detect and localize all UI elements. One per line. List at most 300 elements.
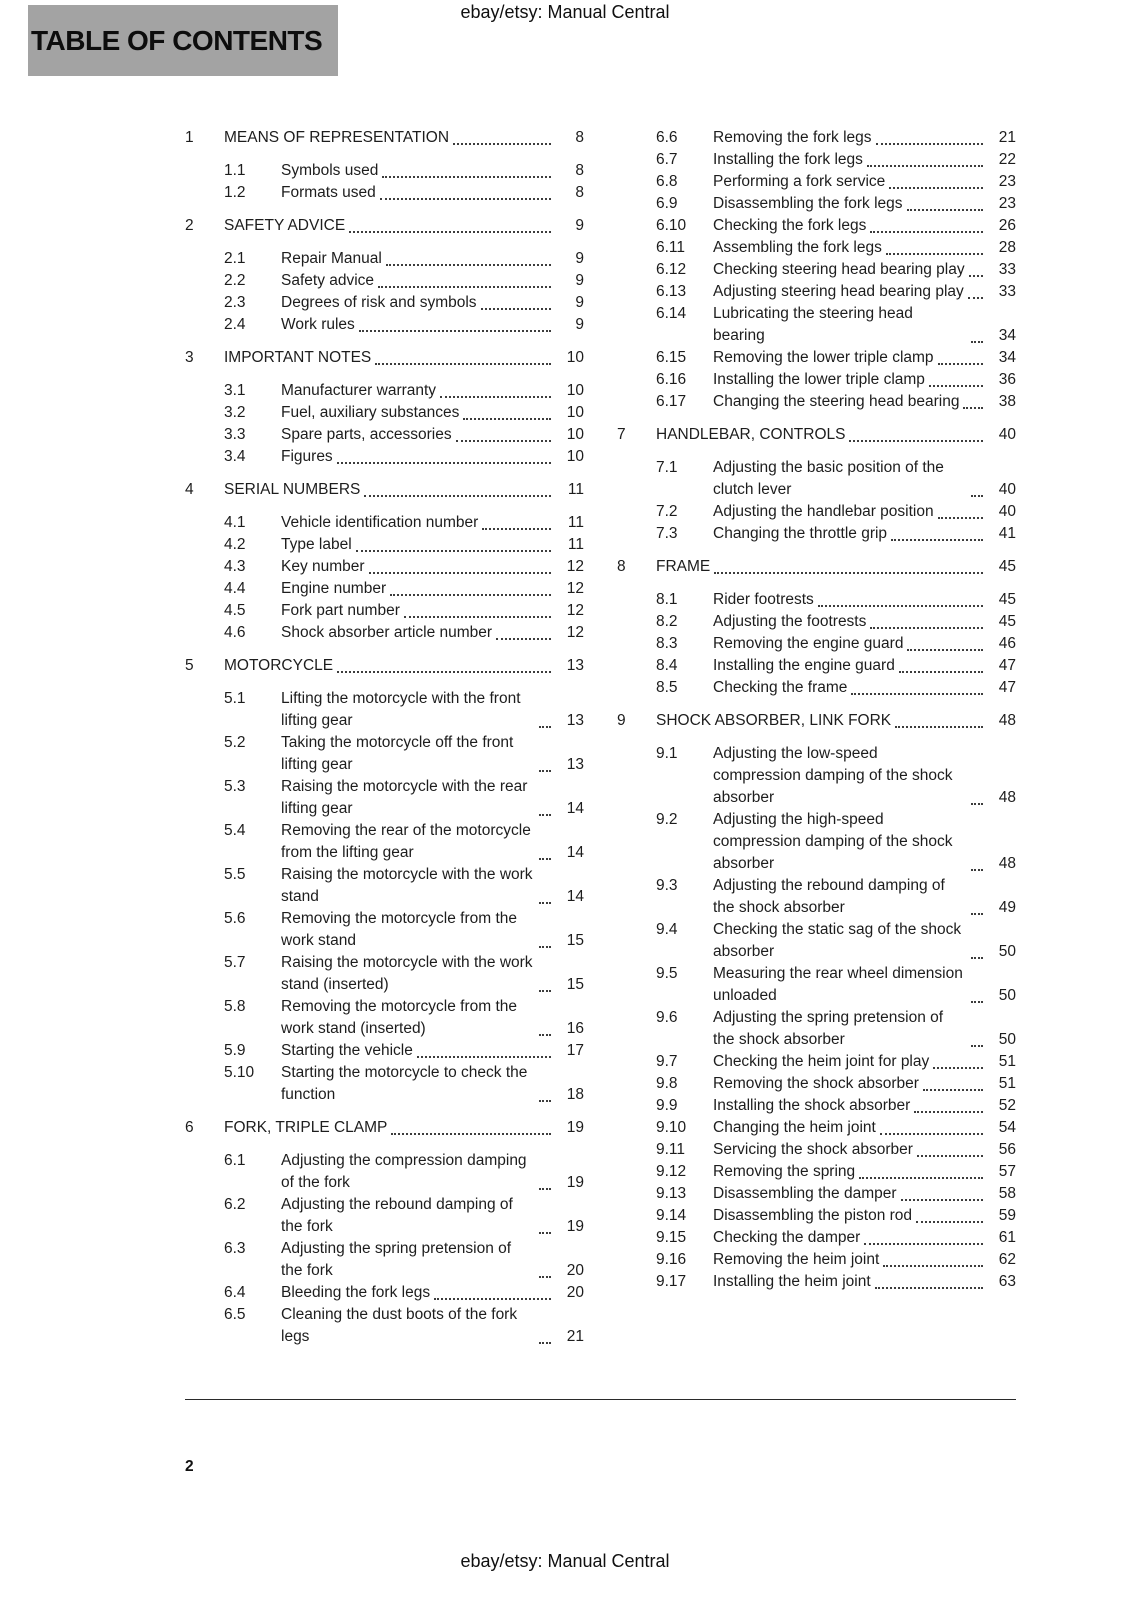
toc-entry-number: 1.1 (224, 162, 246, 179)
toc-dot-leader (870, 231, 983, 233)
toc-dot-leader (891, 539, 983, 541)
toc-entry (617, 1271, 1016, 1293)
toc-entry (617, 963, 1016, 1007)
toc-dot-leader (859, 1177, 983, 1179)
toc-entry-title: Fuel, auxiliary substances (281, 404, 460, 421)
toc-entry-title: Removing the fork legs (713, 129, 872, 146)
toc-dot-leader (539, 1100, 551, 1102)
toc-entry (185, 864, 584, 908)
toc-entry-title: HANDLEBAR, CONTROLS (656, 426, 846, 443)
toc-entry-page: 61 (998, 1229, 1016, 1246)
toc-dot-leader (849, 440, 983, 442)
toc-entry-number: 2.3 (224, 294, 246, 311)
toc-dot-leader (870, 627, 983, 629)
toc-entry-page: 20 (566, 1262, 584, 1279)
toc-entry-number: 5.1 (224, 690, 246, 707)
toc-entry-number: 3 (185, 349, 194, 366)
toc-entry-page: 10 (566, 448, 584, 465)
toc-entry-page: 50 (998, 943, 1016, 960)
toc-entry-title: Bleeding the fork legs (281, 1284, 431, 1301)
toc-dot-leader (539, 902, 551, 904)
toc-entry-title: Assembling the fork legs (713, 239, 882, 256)
toc-entry (185, 347, 584, 369)
toc-entry-page: 48 (998, 789, 1016, 806)
toc-entry (185, 380, 584, 402)
toc-entry (617, 259, 1016, 281)
toc-entry (185, 270, 584, 292)
toc-entry (617, 1139, 1016, 1161)
toc-entry-number: 5.9 (224, 1042, 246, 1059)
toc-entry-page: 9 (575, 316, 584, 333)
toc-entry-number: 9.11 (656, 1141, 686, 1158)
toc-entry-page: 13 (566, 712, 584, 729)
toc-entry-page: 9 (575, 250, 584, 267)
toc-entry-number: 2.1 (224, 250, 246, 267)
toc-entry-number: 6.11 (656, 239, 686, 256)
toc-entry-number: 9.17 (656, 1273, 687, 1290)
toc-entry-title: Removing the lower triple clamp (713, 349, 934, 366)
toc-dot-leader (539, 1188, 551, 1190)
toc-dot-leader (463, 418, 551, 420)
toc-entry (617, 1205, 1016, 1227)
toc-entry-number: 6.5 (224, 1306, 246, 1323)
toc-entry-page: 40 (998, 481, 1016, 498)
toc-entry (185, 402, 584, 424)
toc-dot-leader (938, 517, 983, 519)
toc-dot-leader (369, 572, 551, 574)
toc-entry (185, 1238, 584, 1282)
toc-dot-leader (851, 693, 983, 695)
toc-entry-number: 9.12 (656, 1163, 687, 1180)
toc-entry-page: 58 (998, 1185, 1016, 1202)
toc-entry-number: 3.1 (224, 382, 246, 399)
toc-entry (617, 237, 1016, 259)
toc-entry-page: 23 (998, 173, 1016, 190)
toc-dot-leader (349, 231, 551, 233)
toc-entry-page: 20 (566, 1284, 584, 1301)
toc-entry-page: 9 (575, 294, 584, 311)
toc-dot-leader (453, 143, 551, 145)
page-title: TABLE OF CONTENTS (31, 24, 323, 56)
toc-entry (185, 578, 584, 600)
toc-entry-title: Installing the fork legs (713, 151, 863, 168)
toc-entry-number: 9.9 (656, 1097, 678, 1114)
toc-entry-title: Installing the shock absorber (713, 1097, 911, 1114)
toc-entry-page: 22 (998, 151, 1016, 168)
toc-entry-title: SHOCK ABSORBER, LINK FORK (656, 712, 892, 729)
toc-entry (617, 1161, 1016, 1183)
toc-dot-leader (907, 649, 983, 651)
toc-entry-page: 8 (575, 162, 584, 179)
toc-entry-title: Removing the heim joint (713, 1251, 880, 1268)
toc-entry-number: 8.3 (656, 635, 678, 652)
toc-entry (185, 215, 584, 237)
bottom-watermark: ebay/etsy: Manual Central (460, 1551, 670, 1571)
toc-dot-leader (337, 462, 551, 464)
toc-entry-title: Engine number (281, 580, 387, 597)
toc-entry-page: 19 (566, 1174, 584, 1191)
toc-entry-page: 63 (998, 1273, 1016, 1290)
toc-dot-leader (364, 495, 551, 497)
toc-entry-title: IMPORTANT NOTES (224, 349, 372, 366)
toc-entry-title: Checking the fork legs (713, 217, 867, 234)
toc-entry-page: 28 (998, 239, 1016, 256)
toc-entry (617, 875, 1016, 919)
toc-entry (185, 1040, 584, 1062)
toc-entry-page: 26 (998, 217, 1016, 234)
toc-entry-number: 7.1 (656, 459, 678, 476)
toc-entry-number: 4.6 (224, 624, 246, 641)
toc-entry-title: Manufacturer warranty (281, 382, 437, 399)
toc-entry-page: 47 (998, 657, 1016, 674)
toc-entry (185, 160, 584, 182)
toc-dot-leader (539, 858, 551, 860)
toc-entry (617, 149, 1016, 171)
toc-entry-number: 8 (617, 558, 626, 575)
toc-entry-number: 5 (185, 657, 194, 674)
toc-entry-number: 9.15 (656, 1229, 687, 1246)
toc-entry-title: Checking the frame (713, 679, 848, 696)
toc-entry (617, 501, 1016, 523)
toc-dot-leader (938, 363, 983, 365)
toc-entry (617, 589, 1016, 611)
toc-entry-number: 9.5 (656, 965, 678, 982)
toc-entry (617, 457, 1016, 501)
toc-entry-page: 14 (566, 888, 584, 905)
toc-dot-leader (914, 1111, 983, 1113)
toc-entry-page: 48 (998, 855, 1016, 872)
toc-entry-page: 40 (998, 426, 1016, 443)
toc-entry-number: 6.1 (224, 1152, 246, 1169)
toc-entry-title: Removing the engine guard (713, 635, 904, 652)
toc-entry-page: 15 (566, 932, 584, 949)
toc-entry-title: Removing the motorcycle from the work stand (inserted) (281, 998, 518, 1037)
toc-dot-leader (337, 671, 551, 673)
toc-entry-number: 5.2 (224, 734, 246, 751)
toc-entry-title: Installing the heim joint (713, 1273, 871, 1290)
toc-entry-page: 56 (998, 1141, 1016, 1158)
toc-entry-number: 8.4 (656, 657, 678, 674)
toc-entry (617, 1051, 1016, 1073)
toc-dot-leader (375, 363, 551, 365)
toc-dot-leader (971, 341, 983, 343)
toc-entry-page: 48 (998, 712, 1016, 729)
toc-entry-number: 5.4 (224, 822, 246, 839)
toc-entry (185, 996, 584, 1040)
toc-dot-leader (356, 550, 551, 552)
toc-entry-number: 9.3 (656, 877, 678, 894)
toc-entry-page: 23 (998, 195, 1016, 212)
toc-entry (617, 347, 1016, 369)
toc-entry (185, 446, 584, 468)
toc-entry (185, 1194, 584, 1238)
toc-entry (617, 523, 1016, 545)
toc-entry-title: Removing the shock absorber (713, 1075, 919, 1092)
toc-entry-title: Lifting the motorcycle with the front lifting gear (281, 690, 521, 729)
toc-entry (617, 611, 1016, 633)
toc-entry-page: 51 (998, 1075, 1016, 1092)
toc-entry (617, 677, 1016, 699)
toc-entry (617, 171, 1016, 193)
toc-dot-leader (434, 1298, 551, 1300)
toc-entry (617, 303, 1016, 347)
toc-dot-leader (929, 385, 983, 387)
toc-entry-number: 9.7 (656, 1053, 678, 1070)
toc-entry-number: 1 (185, 129, 194, 146)
toc-entry-title: Symbols used (281, 162, 379, 179)
toc-entry (617, 1007, 1016, 1051)
toc-entry-number: 9.1 (656, 745, 678, 762)
toc-entry-page: 18 (566, 1086, 584, 1103)
toc-entry-page: 12 (566, 624, 584, 641)
toc-dot-leader (404, 616, 551, 618)
toc-dot-leader (901, 1199, 983, 1201)
toc-entry-number: 7 (617, 426, 626, 443)
page-number: 2 (185, 1458, 194, 1475)
toc-dot-leader (482, 528, 551, 530)
toc-entry (185, 820, 584, 864)
toc-entry-number: 5.10 (224, 1064, 255, 1081)
toc-dot-leader (916, 1221, 983, 1223)
toc-dot-leader (968, 297, 983, 299)
toc-entry-number: 9.8 (656, 1075, 678, 1092)
toc-dot-leader (417, 1056, 551, 1058)
toc-entry-number: 9.10 (656, 1119, 687, 1136)
toc-entry-number: 8.1 (656, 591, 678, 608)
toc-entry-title: MOTORCYCLE (224, 657, 334, 674)
toc-entry (617, 1095, 1016, 1117)
toc-entry-number: 5.6 (224, 910, 246, 927)
toc-dot-leader (907, 209, 983, 211)
toc-entry-number: 3.4 (224, 448, 246, 465)
toc-entry-page: 14 (566, 844, 584, 861)
toc-entry-page: 15 (566, 976, 584, 993)
toc-entry-title: Raising the motorcycle with the rear lifting gear (281, 778, 528, 817)
toc-entry-page: 16 (566, 1020, 584, 1037)
toc-entry (185, 776, 584, 820)
toc-entry-page: 8 (575, 184, 584, 201)
toc-entry-number: 6.3 (224, 1240, 246, 1257)
toc-dot-leader (880, 1133, 983, 1135)
toc-dot-leader (539, 814, 551, 816)
toc-dot-leader (971, 957, 983, 959)
toc-entry-title: FORK, TRIPLE CLAMP (224, 1119, 388, 1136)
toc-dot-leader (917, 1155, 983, 1157)
toc-entry-number: 5.3 (224, 778, 246, 795)
toc-entry-title: Safety advice (281, 272, 375, 289)
toc-entry-number: 6.6 (656, 129, 678, 146)
toc-entry-title: Removing the spring (713, 1163, 856, 1180)
toc-entry-page: 21 (566, 1328, 584, 1345)
toc-entry-number: 6.13 (656, 283, 687, 300)
toc-entry-number: 4 (185, 481, 194, 498)
table-of-contents (185, 127, 1016, 1348)
toc-entry-number: 5.7 (224, 954, 246, 971)
toc-dot-leader (539, 990, 551, 992)
toc-entry (185, 556, 584, 578)
toc-entry (617, 391, 1016, 413)
toc-entry (617, 369, 1016, 391)
toc-entry-page: 12 (566, 580, 584, 597)
toc-entry-title: Raising the motorcycle with the work stand (281, 866, 533, 905)
toc-entry (617, 127, 1016, 149)
toc-entry-number: 2.2 (224, 272, 246, 289)
toc-entry-page: 34 (998, 349, 1016, 366)
toc-entry-number: 5.8 (224, 998, 246, 1015)
toc-column-left (185, 127, 584, 1348)
footer-divider (185, 1399, 1016, 1400)
toc-entry-title: Installing the engine guard (713, 657, 895, 674)
toc-entry-title: FRAME (656, 558, 711, 575)
toc-entry-page: 11 (567, 481, 584, 498)
toc-entry-number: 5.5 (224, 866, 246, 883)
toc-entry-number: 6.10 (656, 217, 687, 234)
toc-entry-title: Starting the vehicle (281, 1042, 413, 1059)
toc-entry-number: 4.5 (224, 602, 246, 619)
toc-entry-title: Spare parts, accessories (281, 426, 452, 443)
toc-entry (617, 743, 1016, 809)
toc-entry-title: Adjusting the spring pretension of the fork (281, 1240, 512, 1279)
toc-entry (185, 1150, 584, 1194)
toc-entry-page: 14 (566, 800, 584, 817)
toc-entry-page: 45 (998, 558, 1016, 575)
toc-entry (185, 622, 584, 644)
toc-dot-leader (539, 1342, 551, 1344)
toc-dot-leader (895, 726, 983, 728)
toc-entry-page: 62 (998, 1251, 1016, 1268)
toc-dot-leader (378, 286, 551, 288)
toc-entry-page: 34 (998, 327, 1016, 344)
toc-entry (185, 952, 584, 996)
toc-entry (617, 809, 1016, 875)
toc-entry-number: 9 (617, 712, 626, 729)
toc-dot-leader (456, 440, 551, 442)
toc-entry-title: Figures (281, 448, 333, 465)
toc-dot-leader (386, 264, 551, 266)
toc-dot-leader (899, 671, 983, 673)
toc-dot-leader (359, 330, 551, 332)
toc-entry-page: 11 (567, 536, 584, 553)
toc-entry (185, 248, 584, 270)
toc-column-right (617, 127, 1016, 1348)
toc-entry-page: 33 (998, 283, 1016, 300)
toc-dot-leader (539, 946, 551, 948)
toc-entry-page: 41 (998, 525, 1016, 542)
toc-entry-number: 6.16 (656, 371, 687, 388)
toc-entry (617, 919, 1016, 963)
toc-dot-leader (539, 770, 551, 772)
toc-entry (185, 479, 584, 501)
toc-entry-page: 47 (998, 679, 1016, 696)
toc-entry-page: 38 (998, 393, 1016, 410)
toc-dot-leader (933, 1067, 983, 1069)
toc-entry (185, 732, 584, 776)
toc-entry-page: 13 (566, 657, 584, 674)
toc-entry-page: 50 (998, 987, 1016, 1004)
toc-entry-page: 8 (575, 129, 584, 146)
toc-dot-leader (382, 176, 551, 178)
toc-entry-title: Lubricating the steering head bearing (713, 305, 913, 344)
toc-entry-page: 21 (998, 129, 1016, 146)
toc-entry-title: Servicing the shock absorber (713, 1141, 913, 1158)
toc-entry (185, 314, 584, 336)
toc-entry-number: 6.12 (656, 261, 687, 278)
toc-entry-page: 54 (998, 1119, 1016, 1136)
toc-entry (185, 600, 584, 622)
toc-entry-number: 6.17 (656, 393, 687, 410)
toc-entry-page: 10 (566, 404, 584, 421)
toc-entry-title: Checking the static sag of the shock absorber (713, 921, 962, 960)
toc-dot-leader (971, 913, 983, 915)
toc-entry-page: 12 (566, 558, 584, 575)
toc-entry (185, 127, 584, 149)
toc-entry (185, 688, 584, 732)
toc-entry-title: Measuring the rear wheel dimension unloaded (713, 965, 963, 1004)
toc-entry (185, 1304, 584, 1348)
toc-entry-title: Type label (281, 536, 352, 553)
toc-entry-number: 6.15 (656, 349, 687, 366)
toc-entry-title: Rider footrests (713, 591, 814, 608)
toc-entry-number: 2.4 (224, 316, 246, 333)
toc-entry (617, 1073, 1016, 1095)
toc-entry-title: SAFETY ADVICE (224, 217, 346, 234)
toc-entry-page: 40 (998, 503, 1016, 520)
toc-entry-title: Taking the motorcycle off the front lifting gear (281, 734, 514, 773)
top-watermark: ebay/etsy: Manual Central (460, 2, 670, 22)
toc-entry-page: 52 (998, 1097, 1016, 1114)
toc-entry-title: Disassembling the piston rod (713, 1207, 913, 1224)
toc-entry-number: 8.5 (656, 679, 678, 696)
toc-entry-title: MEANS OF REPRESENTATION (224, 129, 450, 146)
toc-entry (185, 424, 584, 446)
toc-entry-title: Adjusting the compression damping of the fork (281, 1152, 527, 1191)
toc-dot-leader (875, 1287, 983, 1289)
toc-dot-leader (883, 1265, 983, 1267)
toc-entry-number: 4.2 (224, 536, 246, 553)
toc-entry-title: Performing a fork service (713, 173, 886, 190)
toc-dot-leader (971, 495, 983, 497)
toc-dot-leader (539, 1034, 551, 1036)
toc-entry-title: Adjusting the high-speed compression damping of the shock absorber (713, 811, 953, 872)
toc-entry-page: 9 (575, 272, 584, 289)
toc-entry-page: 10 (566, 426, 584, 443)
toc-entry-title: Changing the steering head bearing (713, 393, 960, 410)
toc-entry-title: Adjusting the footrests (713, 613, 867, 630)
toc-entry (617, 710, 1016, 732)
toc-dot-leader (380, 198, 551, 200)
toc-entry-title: Cleaning the dust boots of the fork legs (281, 1306, 518, 1345)
toc-entry-page: 10 (566, 382, 584, 399)
toc-entry (617, 1117, 1016, 1139)
toc-entry-number: 1.2 (224, 184, 246, 201)
toc-dot-leader (886, 253, 983, 255)
toc-entry-title: Checking the damper (713, 1229, 861, 1246)
toc-entry-page: 19 (566, 1218, 584, 1235)
toc-entry-number: 4.1 (224, 514, 246, 531)
toc-entry (185, 1117, 584, 1139)
toc-entry-title: Changing the throttle grip (713, 525, 888, 542)
toc-dot-leader (971, 803, 983, 805)
toc-entry-title: Raising the motorcycle with the work stand (inserted) (281, 954, 533, 993)
toc-entry-page: 45 (998, 613, 1016, 630)
toc-dot-leader (864, 1243, 983, 1245)
toc-entry-number: 8.2 (656, 613, 678, 630)
toc-entry-page: 17 (566, 1042, 584, 1059)
toc-dot-leader (971, 1001, 983, 1003)
toc-entry (617, 1227, 1016, 1249)
toc-entry-title: Adjusting the handlebar position (713, 503, 934, 520)
toc-entry-number: 7.3 (656, 525, 678, 542)
